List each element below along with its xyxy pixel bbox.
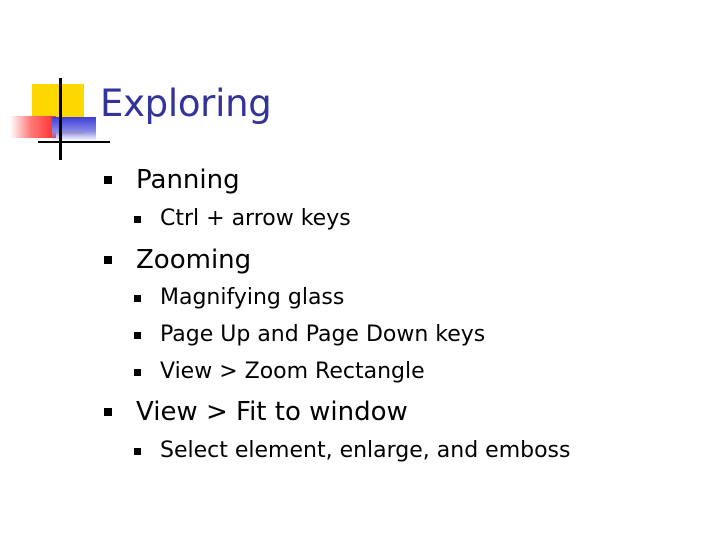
slide-title: Exploring bbox=[100, 82, 272, 125]
sub-bullet-item bbox=[134, 205, 351, 233]
sub-bullet-item bbox=[134, 358, 425, 386]
bullet-item-fit-to-window bbox=[104, 396, 408, 428]
square-bullet-icon bbox=[134, 332, 141, 339]
sub-bullet-label: Magnifying glass bbox=[160, 285, 345, 310]
sub-bullet-label: Ctrl + arrow keys bbox=[160, 206, 351, 231]
sub-bullet-item bbox=[134, 284, 344, 312]
bullet-item-zooming bbox=[104, 244, 251, 276]
square-bullet-icon bbox=[134, 369, 141, 376]
square-bullet-icon bbox=[134, 448, 141, 455]
bullet-label: Panning bbox=[136, 165, 240, 195]
bullet-item-panning bbox=[104, 164, 240, 196]
square-bullet-icon bbox=[104, 176, 112, 184]
sub-bullet-label: View > Zoom Rectangle bbox=[160, 359, 425, 384]
square-bullet-icon bbox=[134, 295, 141, 302]
square-bullet-icon bbox=[134, 216, 141, 223]
sub-bullet-label: Select element, enlarge, and emboss bbox=[160, 438, 571, 463]
sub-bullet-item bbox=[134, 321, 485, 349]
square-bullet-icon bbox=[104, 408, 112, 416]
square-bullet-icon bbox=[104, 256, 112, 264]
bullet-label: View > Fit to window bbox=[136, 397, 408, 427]
sub-bullet-item bbox=[134, 437, 570, 465]
bullet-label: Zooming bbox=[136, 245, 252, 275]
sub-bullet-label: Page Up and Page Down keys bbox=[160, 322, 486, 347]
